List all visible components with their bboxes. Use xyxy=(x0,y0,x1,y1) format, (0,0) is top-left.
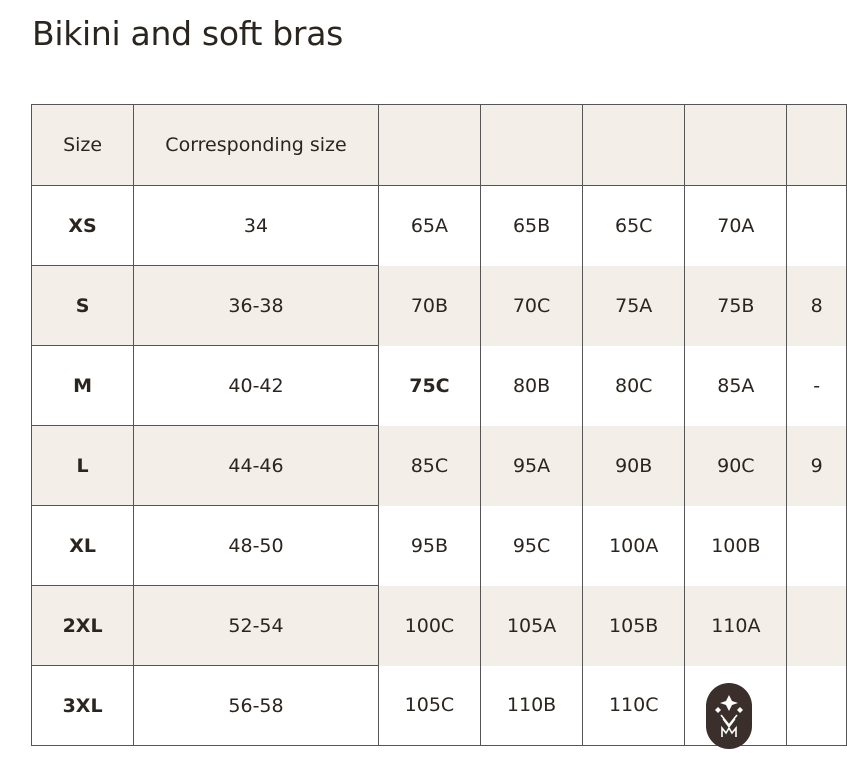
brand-logo-icon xyxy=(712,691,746,741)
corresponding-size-cell: 48-50 xyxy=(134,506,379,586)
bra-size-cell: 80C xyxy=(583,346,685,426)
size-cell: 2XL xyxy=(32,586,134,666)
size-table xyxy=(31,104,847,746)
corresponding-size-cell: 40-42 xyxy=(134,346,379,426)
bra-size-cell: 110A xyxy=(685,586,787,666)
corresponding-size-cell: 34 xyxy=(134,186,379,266)
bra-size-cell: 95B xyxy=(378,506,480,586)
table-row xyxy=(32,266,847,346)
bra-size-cell: 105B xyxy=(583,586,685,666)
bra-size-cell xyxy=(787,586,847,666)
bra-size-cell: 110C xyxy=(583,666,685,746)
table-header-row xyxy=(32,105,847,186)
table-row xyxy=(32,506,847,586)
corresponding-size-cell: 56-58 xyxy=(134,666,379,746)
bra-size-cell: 80B xyxy=(481,346,583,426)
table-row xyxy=(32,426,847,506)
header-cell xyxy=(583,105,685,186)
corresponding-size-cell: 44-46 xyxy=(134,426,379,506)
size-cell: S xyxy=(32,266,134,346)
header-cell xyxy=(481,105,583,186)
bra-size-cell: 95C xyxy=(481,506,583,586)
bra-size-cell: 100C xyxy=(378,586,480,666)
bra-size-cell xyxy=(787,666,847,746)
bra-size-cell: 100A xyxy=(583,506,685,586)
bra-size-cell: 70C xyxy=(481,266,583,346)
bra-size-cell: 105A xyxy=(481,586,583,666)
bra-size-cell: 100B xyxy=(685,506,787,586)
corresponding-size-cell: 52-54 xyxy=(134,586,379,666)
bra-size-cell: 70A xyxy=(685,186,787,266)
header-size: Size xyxy=(32,105,134,186)
size-cell: XL xyxy=(32,506,134,586)
bra-size-cell: 110B xyxy=(481,666,583,746)
table-row xyxy=(32,186,847,266)
brand-badge-button[interactable] xyxy=(706,683,752,749)
header-cell xyxy=(378,105,480,186)
bra-size-cell: 105C xyxy=(378,666,480,746)
bra-size-cell: 9 xyxy=(787,426,847,506)
bra-size-cell-highlighted: 75C xyxy=(378,346,480,426)
header-corresponding-size: Corresponding size xyxy=(134,105,379,186)
size-cell: XS xyxy=(32,186,134,266)
table-row xyxy=(32,586,847,666)
size-cell: 3XL xyxy=(32,666,134,746)
bra-size-cell: 65A xyxy=(378,186,480,266)
bra-size-cell: 95A xyxy=(481,426,583,506)
bra-size-cell xyxy=(787,186,847,266)
bra-size-cell: 85A xyxy=(685,346,787,426)
page-title: Bikini and soft bras xyxy=(32,14,344,53)
header-cell xyxy=(787,105,847,186)
size-cell: M xyxy=(32,346,134,426)
bra-size-cell: 75A xyxy=(583,266,685,346)
bra-size-cell: 8 xyxy=(787,266,847,346)
bra-size-cell: 85C xyxy=(378,426,480,506)
bra-size-cell: 70B xyxy=(378,266,480,346)
corresponding-size-cell: 36-38 xyxy=(134,266,379,346)
bra-size-cell xyxy=(787,506,847,586)
bra-size-cell: 65C xyxy=(583,186,685,266)
bra-size-cell: 90B xyxy=(583,426,685,506)
bra-size-cell: 75B xyxy=(685,266,787,346)
size-table-scroll-area[interactable] xyxy=(31,104,823,748)
table-row xyxy=(32,346,847,426)
size-cell: L xyxy=(32,426,134,506)
bra-size-cell: - xyxy=(787,346,847,426)
bra-size-cell: 90C xyxy=(685,426,787,506)
bra-size-cell: 65B xyxy=(481,186,583,266)
header-cell xyxy=(685,105,787,186)
